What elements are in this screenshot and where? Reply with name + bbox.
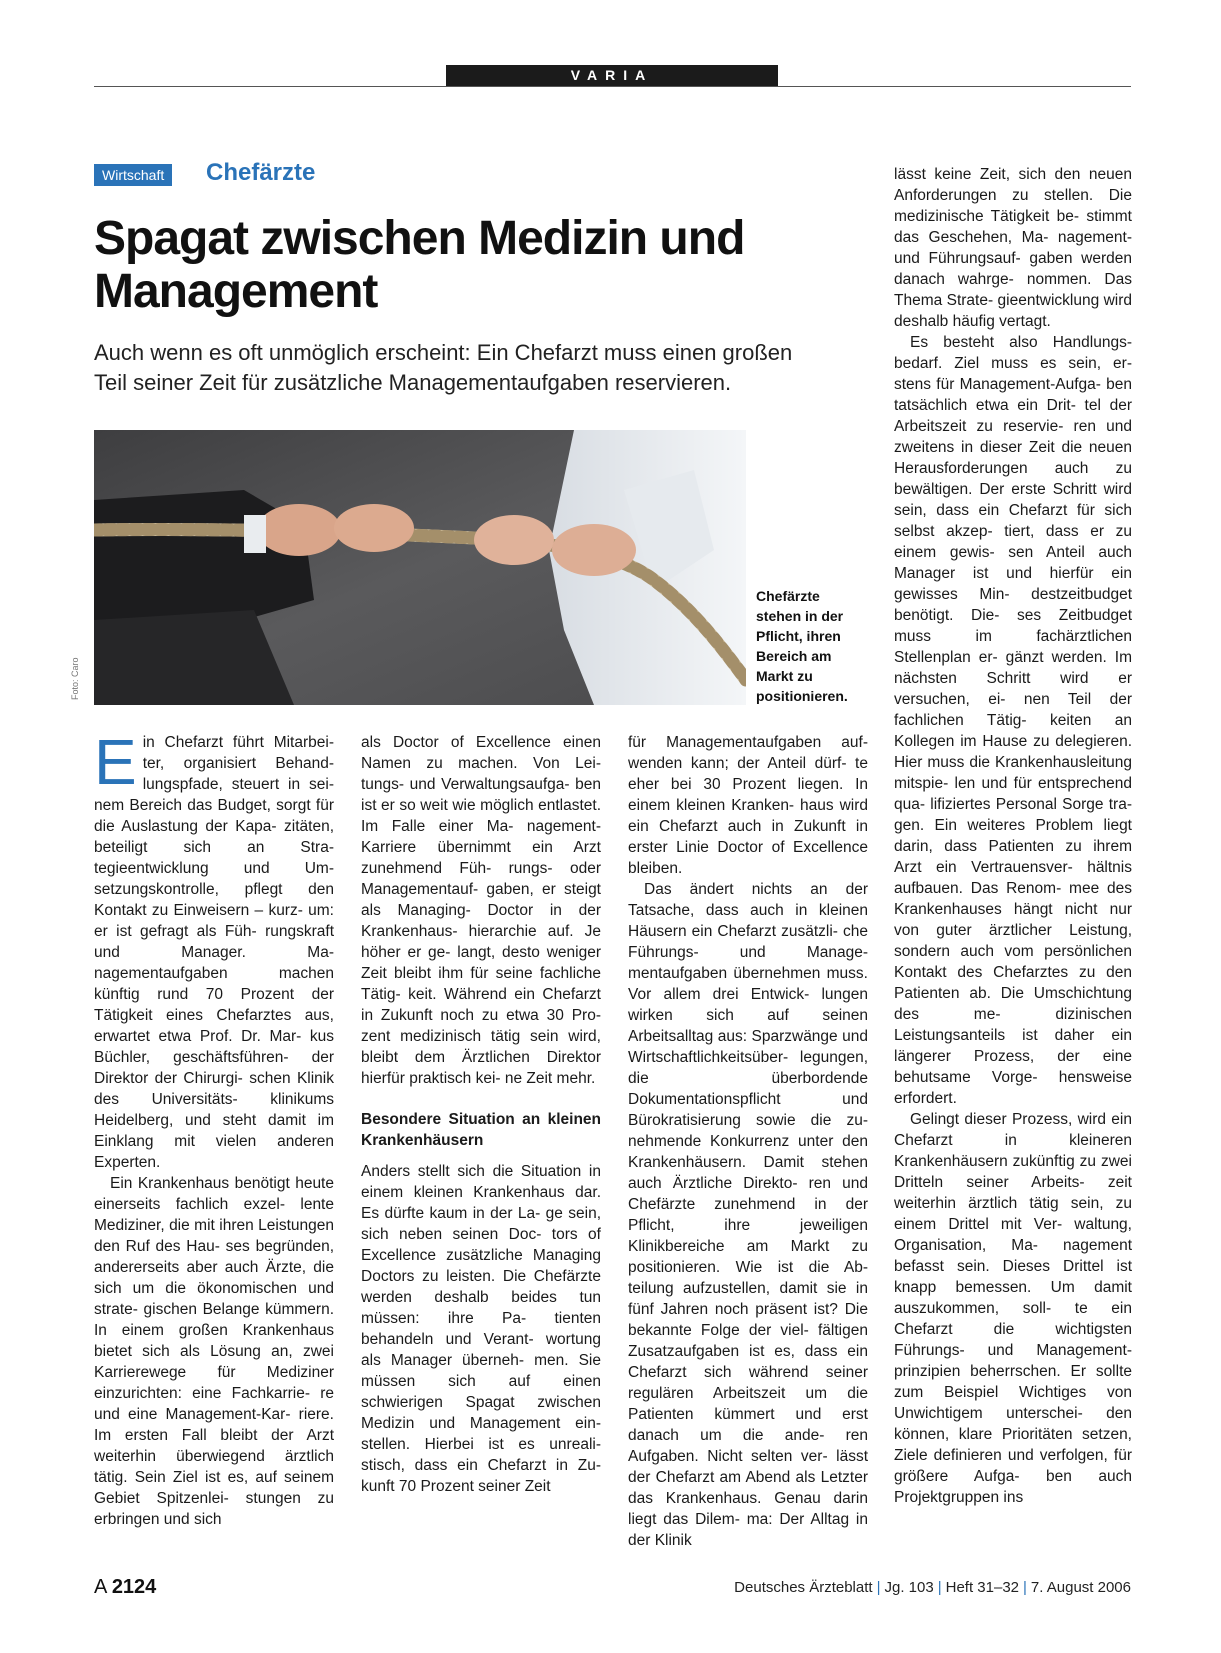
drop-cap: E <box>94 726 137 798</box>
journal-date: 7. August 2006 <box>1030 1579 1131 1596</box>
paragraph-8: Es besteht also Handlungs- bedarf. Ziel muss es sein, er- stens für Management-Aufga- ben tatsächlich etwa ein Drit- tel der Arbeitszeit zu reservie- ren und zweitens in dieser Zeit die neuen Herausforderungen auch zu bewältigen. Der erste Schritt wird sein, dass ein Chefarzt für sich selbst akzep- tiert, dass er zu einem gewis- sen Anteil auch Manager ist und hierfür ein gewisses Min- destzeitbudget benötigt. Die- ses Zeitbudget muss im fachärztlichen Stellenplan er- gänzt werden. Im nächsten Schritt wird er versuchen, ei- nen Teil der fachlichen Tätig- keiten an Kollegen im Hause zu delegieren. Hier muss die Krankenhausleitung mitspie- len und für entsprechend qua- lifiziertes Personal Sorge tra- gen. Ein weiteres Problem liegt darin, dass Patienten zu ihrem Arzt ein Vertrauensver- hältnis aufbauen. Das Renom- mee des Krankenhauses hängt nicht nur von guter ärztlicher Leistung, sondern auch vom persönlichen Kontakt des Chefarztes zu den Patienten ab. Die Umschichtung des me- dizinischen Leistungsanteils ist daher ein längerer Prozess, der eine behutsame Vorge- hensweise erfordert. <box>894 334 1132 1107</box>
journal-info <box>700 1579 1131 1596</box>
article-column-4 <box>894 164 1132 1508</box>
paragraph-3: als Doctor of Excellence einen Namen zu machen. Von Lei- tungs- und Verwaltungsaufga- ben ist er so weit wie möglich entlastet. Im Falle einer Ma- nagement-Karriere übernimmt ein Arzt zunehmend Füh- rungs- oder Managementauf- gaben, er steigt als Managing- Doctor in der Krankenhaus- hierarchie auf. Je höher er ge- langt, desto weniger Zeit bleibt ihm für seine fachliche Tätig- keit. Während ein Chefarzt in Zukunft noch zu etwa 30 Pro- zent medizinisch tätig sein wird, bleibt dem Ärztlichen Direktor hierfür praktisch kei- ne Zeit mehr. <box>361 734 601 1087</box>
article-column-2 <box>361 732 601 1497</box>
paragraph-7: lässt keine Zeit, sich den neuen Anforderungen zu stellen. Die medizinische Tätigkeit be- stimmt das Geschehen, Ma- nagement- und Führungsauf- gaben werden danach wahrge- nommen. Das Thema Strate- gieentwicklung wird deshalb häufig vertagt. <box>894 166 1132 330</box>
paragraph-4: Anders stellt sich die Situation in einem kleinen Krankenhaus dar. Es dürfte kaum in der La- ge sein, sich neben seinen Doc- tors of Excellence zusätzliche Managing Doctors zu leisten. Die Chefärzte werden deshalb beides tun müssen: ihre Pa- tienten behandeln und Verant- wortung als Manager überneh- men. Sie müssen sich auf einen schwierigen Spagat zwischen Medizin und Management ein- stellen. Hierbei ist es unreali- stisch, dass ein Chefarzt in Zu- kunft 70 Prozent seiner Zeit <box>361 1163 601 1495</box>
article-column-3 <box>628 732 868 1551</box>
separator: | <box>1023 1579 1027 1596</box>
paragraph-1-text: in Chefarzt führt Mitarbei- ter, organisiert Behand- lungspfade, steuert in sei- nem Bereich das Budget, sorgt für die Auslastung der Kapa- zitäten, beteiligt sich an Stra- tegieentwicklung und Um- setzungskontrolle, pflegt den Kontakt zu Einweisern – kurz- um: er ist gefragt als Füh- rungskraft und Manager. Ma- nagementaufgaben machen künftig rund 70 Prozent der Tätigkeit eines Chefarztes aus, erwartet etwa Prof. Dr. Mar- kus Büchler, geschäftsführen- der Direktor der Chirurgi- schen Klinik des Universitäts- klinikums Heidelberg, und steht damit im Einklang mit vielen anderen Experten. <box>94 734 334 1171</box>
article-headline: Spagat zwischen Medizin und Management <box>94 212 745 318</box>
topic-label: Chefärzte <box>206 159 316 186</box>
article-lede: Auch wenn es oft unmöglich erscheint: Ein Chefarzt muss einen großen Teil seiner Zeit für zusätzliche Managementaufgaben reservieren. <box>94 340 793 395</box>
tug-of-war-photo <box>94 430 746 705</box>
paragraph-1 <box>94 726 334 1173</box>
photo-credit: Foto: Caro <box>70 657 80 700</box>
separator: | <box>876 1579 881 1596</box>
journal-name: Deutsches Ärzteblatt <box>734 1579 873 1596</box>
paragraph-6: Das ändert nichts an der Tatsache, dass auch in kleinen Häusern ein Chefarzt zusätzli- che Führungs- und Manage- mentaufgaben übernehmen muss. Vor allem drei Entwick- lungen wirken sich auf seinen Arbeitsalltag aus: Sparzwänge und Wirtschaftlichkeitsüber- legungen, die überbordende Dokumentationspflicht und Bürokratisierung sowie die zu- nehmende Konkurrenz unter den Krankenhäusern. Damit stehen auch Ärztliche Direkto- ren und Chefärzte zunehmend in der Pflicht, ihre jeweiligen Klinikbereiche am Markt zu positionieren. Wie ist die Ab- teilung aufzustellen, damit sie in fünf Jahren noch präsent ist? Die bekannte Folge der viel- fältigen Zusatzaufgaben ist es, dass ein Chefarzt sich während seiner regulären Arbeitszeit um die Patienten kümmert und erst danach um die ande- ren Aufgaben. Nicht selten ver- lässt der Chefarzt am Abend als Letzter das Krankenhaus. Genau darin liegt das Dilem- ma: Der Alltag in der Klinik <box>628 881 868 1549</box>
page-prefix: A <box>94 1576 107 1598</box>
category-tag: Wirtschaft <box>94 164 172 186</box>
paragraph-2: Ein Krankenhaus benötigt heute einerseits fachlich exzel- lente Mediziner, die mit ihren Leistungen den Ruf des Hau- ses begründen, andererseits aber auch Ärzte, die sich um die ökonomischen und strate- gischen Belange kümmern. In einem großen Krankenhaus bietet sich als Lösung an, zwei Karrierewege für Mediziner einzurichten: eine Fachkarrie- re und eine Management-Kar- riere. Im ersten Fall bleibt der Arzt weiterhin überwiegend ärztlich tätig. Sein Ziel ist es, auf seinem Gebiet Spitzenlei- stungen zu erbringen und sich <box>94 1175 334 1528</box>
article-column-1 <box>94 726 334 1530</box>
section-label: VARIA <box>446 65 778 86</box>
journal-volume: Jg. 103 <box>884 1579 934 1596</box>
photo-caption: Chefärzte stehen in der Pflicht, ihren Bereich am Markt zu positionieren. <box>756 588 848 704</box>
section-subhead: Besondere Situation an kleinen Krankenhäusern <box>361 1111 601 1149</box>
page-number-value: 2124 <box>111 1576 157 1598</box>
journal-issue: Heft 31–32 <box>945 1579 1019 1596</box>
paragraph-9: Gelingt dieser Prozess, wird ein Chefarzt in kleineren Krankenhäusern zukünftig zu zwei Dritteln seiner Arbeits- zeit weiterhin ärztlich tätig sein, zu einem Drittel mit Ver- waltung, Organisation, Ma- nagement befasst sein. Dieses Drittel ist knapp bemessen. Um damit auszukommen, soll- te ein Chefarzt die wichtigsten Führungs- und Management- prinzipien beherrschen. Er sollte zum Beispiel Wichtiges von Unwichtigem unterschei- den können, klare Prioritäten setzen, Ziele definieren und verfolgen, für größere Aufga- ben auch Projektgruppen ins <box>894 1111 1132 1506</box>
page-number <box>94 1576 156 1599</box>
header-rule <box>94 86 1131 87</box>
separator: | <box>937 1579 942 1596</box>
paragraph-5: für Managementaufgaben auf- wenden kann; der Anteil dürf- te eher bei 30 Prozent liegen. In einem kleinen Kranken- haus wird ein Chefarzt auch in Zukunft in erster Linie Doctor of Excellence bleiben. <box>628 734 868 877</box>
